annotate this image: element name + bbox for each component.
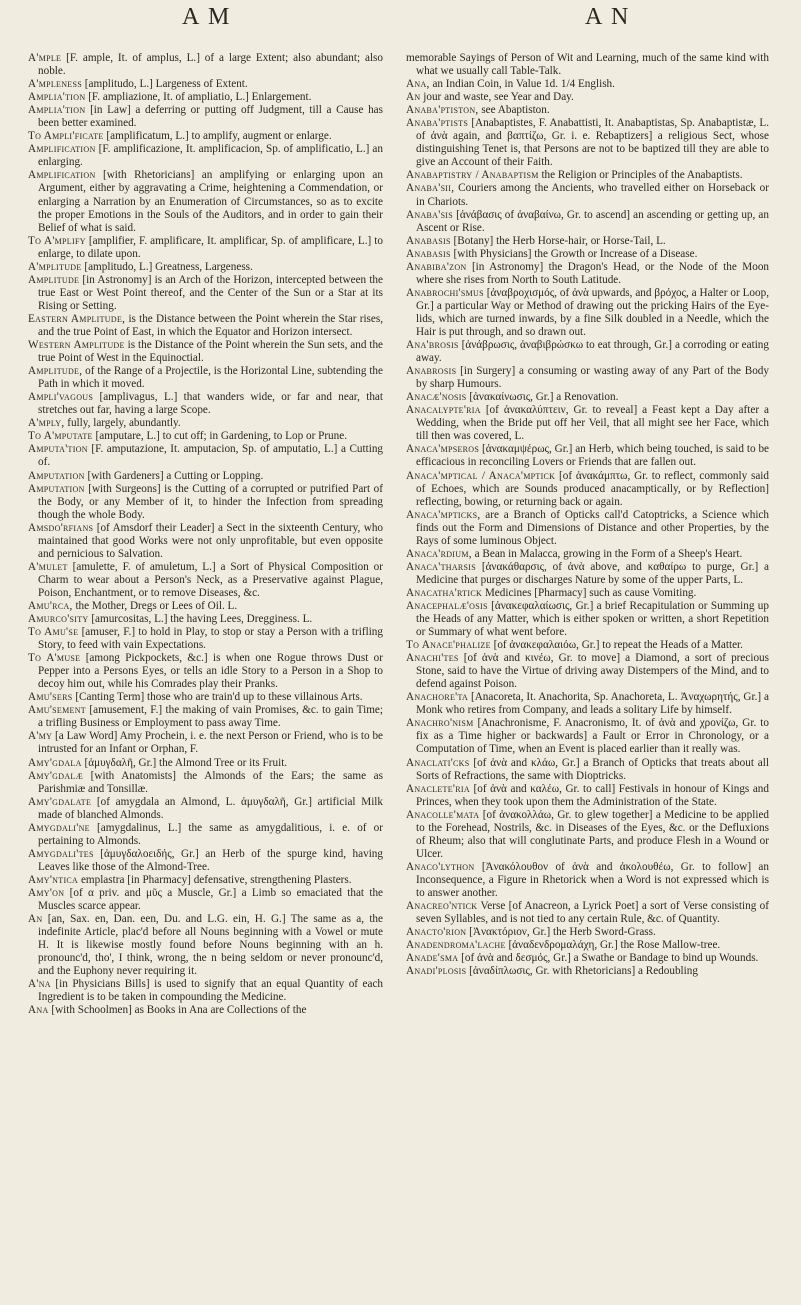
entry-headword: Anaca'mptical / Anaca'mptick [406,469,556,482]
entry-headword: Anachore'ta [406,691,469,704]
entry-headword: Anacolle'mata [406,808,480,821]
entry-definition: [ἀμυγδαλοειδής, Gr.] an Herb of the spurge kind, having Leaves like those of the Almond-Tree. [38,847,383,873]
entry-definition: [ἀνακεφαλαίωσις, Gr.] a brief Recapitulation or Summing up the Heads of any Matter, which is either spoken or written, a short Repetition or Summary of what went before. [416,599,769,639]
dictionary-entry [28,770,383,796]
entry-headword: An [406,91,421,104]
dictionary-entry [28,78,383,91]
dictionary-entry [406,809,769,861]
entry-headword: Anacalypte'ria [406,404,481,417]
dictionary-entry [406,78,769,91]
dictionary-entry [406,691,769,717]
entry-headword: A'mpleness [28,78,82,91]
dictionary-entry [406,182,769,208]
dictionary-entry [406,939,769,952]
dictionary-entry [406,248,769,261]
entry-headword: To Amu'se [28,626,79,639]
entry-definition: fully, largely, abundantly. [67,417,181,430]
entry-headword: Anaca'rdium, [406,547,472,560]
entry-headword: Anacto'rion [406,926,467,939]
entry-definition: [ἀνακάθαρσις, of ἀνὰ above, and καθαίρω to purge, Gr.] a Medicine that purges or discharges Nature by some of the upper Parts, L. [416,560,770,586]
entry-headword: Anacephalæ'osis [406,599,488,612]
dictionary-entry [28,887,383,913]
dictionary-entry [28,848,383,874]
entry-headword: Amy'gdalate [28,795,92,808]
entry-definition: [in Astronomy] the Dragon's Head, or the Node of the Moon where she rises from North to South Latitude. [416,260,770,286]
entry-headword: Amplification [28,143,96,156]
entry-definition: [ἀνάβασις of ἀναβαίνω, Gr. to ascend] an ascending or getting up, an Ascent or Rise. [416,208,769,234]
entry-definition: Couriers among the Ancients, who travelled either on Horseback or in Chariots. [416,182,770,208]
entry-headword: Anacæ'nosis [406,391,467,404]
dictionary-entry [406,169,769,182]
entry-headword: Anabasis [406,247,451,260]
entry-definition: [with Surgeons] is the Cutting of a corrupted or putrified Part of the Body, or any Member of it, to hinder the Infection from spreading though the whole Body. [38,482,384,521]
dictionary-entry [406,965,769,978]
entry-definition: [of ἀνὰ and καλέω, Gr. to call] Festivals in honour of Kings and Princes, when they took upon them the Administration of the State. [416,782,769,808]
entry-definition: [F. ampliazione, It. of ampliatio, L.] Enlargement. [88,91,312,104]
entry-headword: Ana, [406,78,430,91]
entry-definition: [amplifier, F. amplificare, It. amplificar, Sp. of amplificare, L.] to enlarge, to dilate upon. [38,234,383,260]
entry-headword: Amu'sers [28,691,73,704]
entry-definition: [in Astronomy] is an Arch of the Horizon, intercepted between the true East or West Point thereof, and the Center of the Sun or a Star at its Rising or Setting. [38,273,383,312]
dictionary-entry [28,483,383,522]
dictionary-entry [406,391,769,404]
dictionary-entry [406,104,769,117]
entry-definition: [F. ample, It. of amplus, L.] of a large Extent; also abundant; also noble. [38,52,384,78]
dictionary-entry [406,261,769,287]
entry-definition: [amygdalinus, L.] the same as amygdalitious, i. e. of or pertaining to Almonds. [38,821,383,847]
entry-headword: Amplitude [28,273,80,286]
dictionary-entry [28,417,383,430]
dictionary-entry [406,900,769,926]
entry-definition: [Canting Term] those who are train'd up to these villainous Arts. [75,691,363,704]
dictionary-entry [406,926,769,939]
entry-definition: the Mother, Dregs or Lees of Oil. L. [75,599,238,612]
entry-definition: [of ἀνὰ and δεσμός, Gr.] a Swathe or Bandage to bind up Wounds. [461,952,759,965]
entry-definition: [Ἀνακτόριον, Gr.] the Herb Sword-Grass. [469,926,656,939]
entry-headword: Amy'gdala [28,756,82,769]
entry-headword: Anaba'ptists [406,117,469,130]
entry-headword: To A'muse [28,652,81,665]
dictionary-entry [28,443,383,469]
entry-definition: [F. amplificazione, It. amplificacion, Sp. of amplificatio, L.] an enlarging. [38,143,383,169]
dictionary-entry [406,561,769,587]
entry-headword: Anabrosis [406,365,457,378]
entry-headword: An [28,913,43,926]
entry-definition: [ἀναδίπλωσις, Gr. with Rhetoricians] a Redoubling [469,965,698,978]
entry-headword: Anaba'sis [406,208,454,221]
entry-headword: To A'mplify [28,234,86,247]
entry-definition: [of ἀνὰ and κλάω, Gr.] a Branch of Opticks that treats about all Sorts of Refractions, the same with Dioptricks. [416,756,769,782]
dictionary-entry [28,52,383,78]
dictionary-entry [28,143,383,169]
entry-definition: [F. amputazione, It. amputacion, Sp. of amputatio, L.] a Cutting of. [38,443,384,469]
entry-definition: [ἀνακαμψέρως, Gr.] an Herb, which being touched, is said to be efficacious in reconciling Lovers or Friends that are fallen out. [416,443,769,469]
entry-headword: Amplia'tion [28,91,86,104]
entry-headword: Western Amplitude [28,339,125,352]
dictionary-entry [28,757,383,770]
dictionary-entry [406,287,769,339]
entry-definition: Medicines [Pharmacy] such as cause Vomiting. [484,586,697,599]
dictionary-entry [28,169,383,234]
entry-definition: [Ἀνακόλουθον of ἀνὰ and ἀκολουθέω, Gr. to follow] an Inconsequence, a Figure in Rhetorick when a Word is not expressed which is to answer another. [416,860,769,899]
entry-definition: [amusement, F.] the making of vain Promises, &c. to gain Time; a trifling Business or Employment to pass away Time. [38,704,384,730]
dictionary-entry [406,52,769,78]
entry-definition: [Anabaptistes, F. Anabattisti, It. Anabaptistas, Sp. Anabaptistæ, L. of ἀνὰ again, and βαπτίζω, Gr. i. e. Rebaptizers] a religious Sect, whose distinguishing Tenet is, that Persons are not to be baptized till they are able to give an Account of their Faith. [416,117,769,169]
entry-definition: an Indian Coin, in Value 1d. 1/4 English. [432,78,615,91]
entry-headword: A'mulet [28,560,68,573]
entry-headword: A'mplitude [28,260,82,273]
entry-headword: Amplia'tion [28,104,86,117]
dictionary-entry [28,274,383,313]
entry-definition: of the Range of a Projectile, is the Horizontal Line, subtending the Path in which it moved. [38,365,383,391]
entry-headword: A'na [28,978,51,991]
dictionary-entry [406,587,769,600]
dictionary-entry [406,652,769,691]
entry-definition: [with Anatomists] the Almonds of the Ears; the same as Parishmiæ and Tonsillæ. [38,769,383,795]
entry-headword: Anacatha'rtick [406,586,483,599]
dictionary-entry [28,730,383,756]
entry-definition: jour and waste, see Year and Day. [423,91,574,104]
dictionary-entry [406,783,769,809]
entry-headword: Amsdo'rfians [28,521,94,534]
entry-definition: [amplivagus, L.] that wanders wide, or far and near, that stretches out far, having a large Scope. [38,391,383,417]
entry-headword: Ana [28,1004,49,1017]
entry-headword: Amputa'tion [28,443,88,456]
entry-definition: [amplificatum, L.] to amplify, augment or enlarge. [106,130,332,143]
entry-headword: Amy'gdalæ [28,769,84,782]
entry-headword: Anabasis [406,234,451,247]
entry-headword: Anabrochi'smus [406,286,484,299]
entry-headword: Amplification [28,169,96,182]
entry-headword: Anaca'mpticks, [406,508,481,521]
dictionary-entry [28,613,383,626]
dictionary-entry [406,717,769,756]
entry-headword: Anacreo'ntick [406,900,478,913]
dictionary-entry [28,391,383,417]
dictionary-entry [28,652,383,691]
dictionary-entry [28,913,383,978]
entry-headword: Anadendroma'lache [406,939,506,952]
entry-headword: Amurco'sity [28,613,89,626]
entry-headword: Anade'sma [406,952,459,965]
entry-headword: Anaca'mpseros [406,443,480,456]
left-column [28,52,383,1017]
dictionary-entry [406,952,769,965]
entry-definition: [of ἀνακάμπτω, Gr. to reflect, commonly said of Echoes, which are Sounds produced anacamptically, or by Reflection] reflecting, bowing, or returning back or again. [416,469,770,508]
entry-definition: emplastra [in Pharmacy] defensative, strengthening Plasters. [80,873,352,886]
header-left-letters: A M [182,4,232,30]
entry-headword: Anachro'nism [406,717,474,730]
dictionary-entry [406,757,769,783]
dictionary-entry [28,430,383,443]
entry-definition: [in Surgery] a consuming or wasting away of any Part of the Body by sharp Humours. [416,365,769,391]
dictionary-entry [406,404,769,443]
entry-headword: Amputation [28,482,85,495]
entry-definition: [ἀνάβρωσις, ἀναβιβρώσκω to eat through, Gr.] a corroding or eating away. [416,339,769,365]
page-header [0,0,801,50]
entry-headword: To Anace'phalize [406,639,491,652]
entry-definition: is the Distance between the Point wherein the Star rises, and the true Point of East, in which the Equator and Horizon intersect. [38,312,384,338]
dictionary-entry [406,548,769,561]
dictionary-entry [28,261,383,274]
entry-definition: [a Law Word] Amy Prochein, i. e. the next Person or Friend, who is to be intrusted for an Infant or Orphan, F. [38,730,383,756]
dictionary-entry [28,796,383,822]
dictionary-entry [406,443,769,469]
dictionary-entry [28,874,383,887]
dictionary-entry [406,365,769,391]
dictionary-entry [406,235,769,248]
entry-definition: [in Law] a deferring or putting off Judgment, till a Cause has been better examined. [38,104,384,130]
entry-definition: [of ἀνακολλάω, Gr. to glew together] a Medicine to be applied to the Forehead, Nostrils, &c. in Diseases of the Eyes, &c. or the Defluxions of Rheum; also that will conglutinate Parts, and produce Flesh in a Wound or Ulcer. [416,808,769,860]
dictionary-entry [28,978,383,1004]
entry-definition: [ἀμυγδαλῆ, Gr.] the Almond Tree or its Fruit. [84,756,288,769]
entry-headword: Amu'rca, [28,599,73,612]
entry-definition: [of amygdala an Almond, L. ἀμυγδαλῆ, Gr.] artificial Milk made of blanched Almonds. [38,795,384,821]
entry-definition: [of α priv. and μῦς a Muscle, Gr.] a Limb so emaciated that the Muscles scarce appear. [38,887,384,913]
dictionary-entry [406,861,769,900]
dictionary-entry [28,104,383,130]
entry-headword: Anaba'sii, [406,182,455,195]
dictionary-entry [28,600,383,613]
entry-definition: the Religion or Principles of the Anabaptists. [541,169,743,182]
entry-definition: [amulette, F. of amuletum, L.] a Sort of Physical Composition or Charm to wear about a Person's Neck, as a Preservative against Plague, Poison, Enchantment, or to remove Diseases, &c. [38,560,383,599]
dictionary-entry [406,639,769,652]
dictionary-entry [406,600,769,639]
entry-headword: Anaca'tharsis [406,560,477,573]
entry-headword: To A'mputate [28,430,93,443]
entry-headword: Anaco'lython [406,860,475,873]
entry-definition: [with Physicians] the Growth or Increase of a Disease. [453,247,698,260]
entry-definition: [ἀναδενδρομαλάχη, Gr.] the Rose Mallow-tree. [508,939,721,952]
entry-headword: Amplitude, [28,365,83,378]
entry-definition: [ἀναβροχισμός, of ἀνὰ upwards, and βρόχος, a Halter or Loop, Gr.] a particular Way or Method of drawing out the pricking Hairs of the Eye-lids, which are turned inwards, by a fine Silk doubled in a Needle, which the Hair is put through, and so drawn out. [416,286,769,338]
entry-definition: [with Rhetoricians] an amplifying or enlarging upon an Argument, either by aggravating a Crime, heightening a Commendation, or enlarging a Narration by an Enumeration of Circumstances, so as to excite the proper Emotions in the Souls of the Auditors, and in order to gain their Belief of what is said. [38,169,383,234]
entry-definition: [with Gardeners] a Cutting or Lopping. [87,469,264,482]
entry-definition: [Anacoreta, It. Anachorita, Sp. Anachoreta, L. Ἀναχωρητής, Gr.] a Monk who retires from Company, and leads a solitary Life by himself. [416,691,769,717]
entry-headword: Anabiba'zon [406,260,467,273]
entry-definition: [of ἀνὰ and κινέω, Gr. to move] a Diamond, a sort of precious Stone, said to have the Virtue of driving away Distempers of the Mind, and to defend against Poison. [416,652,769,691]
dictionary-entry [406,91,769,104]
dictionary-entry [28,339,383,365]
dictionary-entry [406,470,769,509]
entry-headword: Amputation [28,469,85,482]
entry-headword: A'mple [28,52,62,64]
entry-definition: are a Branch of Opticks call'd Catoptricks, a Science which finds out the Form and Dimensions of Distance and other Properties, by the Rays of some luminous Object. [416,508,769,547]
entry-headword: Amu'sement [28,704,86,717]
entry-headword: To Ampli'ficate [28,130,104,143]
entry-headword: Anadi'plosis [406,965,467,978]
entry-definition: [with Schoolmen] as Books in Ana are Collections of the [51,1004,307,1017]
entry-definition: [amuser, F.] to hold in Play, to stop or stay a Person with a trifling Story, to feed with vain Expectations. [38,626,383,652]
entry-definition: memorable Sayings of Person of Wit and Learning, much of the same kind with what we usually call Table-Talk. [406,52,769,78]
entry-definition: [among Pickpockets, &c.] is when one Rogue throws Dust or Pepper into a Persons Eyes, or tells an idle Story to a Person in a Shop to decoy him out, while his Comrades play their Pranks. [38,652,383,691]
dictionary-entry [406,209,769,235]
dictionary-entry [28,561,383,600]
entry-definition: a Bean in Malacca, growing in the Form of a Sheep's Heart. [474,547,743,560]
entry-headword: Anabaptistry / Anabaptism [406,169,539,182]
entry-headword: Amy'on [28,887,65,899]
entry-headword: Ampli'vagous [28,391,94,404]
right-column [406,52,769,978]
dictionary-entry [28,235,383,261]
dictionary-entry [406,117,769,169]
dictionary-entry [28,626,383,652]
dictionary-entry [406,509,769,548]
entry-headword: Anaclati'cks [406,756,470,769]
entry-headword: A'my [28,730,53,743]
entry-headword: Anaba'ptiston, [406,104,479,117]
entry-definition: [amplitudo, L.] Largeness of Extent. [84,78,248,91]
entry-definition: see Abaptiston. [481,104,550,117]
entry-headword: Ana'brosis [406,339,459,352]
dictionary-entry [28,470,383,483]
dictionary-entry [28,91,383,104]
entry-headword: Anachi'tes [406,652,459,665]
dictionary-entry [406,339,769,365]
entry-headword: Amygdali'ne [28,821,90,834]
entry-headword: Eastern Amplitude, [28,312,126,325]
entry-definition: is the Distance of the Point wherein the Sun sets, and the true Point of West in the Equinoctial. [38,339,384,365]
dictionary-entry [28,313,383,339]
entry-definition: Verse [of Anacreon, a Lyrick Poet] a sort of Verse consisting of seven Syllables, and is not tied to any certain Rule, &c. of Quantity. [416,900,769,926]
dictionary-entry [28,365,383,391]
entry-definition: [amputare, L.] to cut off; in Gardening, to Lop or Prune. [95,430,347,443]
header-right-letters: A N [585,4,631,30]
entry-definition: [Botany] the Herb Horse-hair, or Horse-Tail, L. [453,234,666,247]
dictionary-entry [28,1004,383,1017]
entry-headword: Anaclete'ria [406,782,470,795]
entry-definition: [an, Sax. en, Dan. een, Du. and L.G. ein, H. G.] The same as a, the indefinite Article, plac'd before all Nouns beginning with a Vowel or mute H. It is likewise mostly found before Nouns beginning with an h. pronounc'd, tho', I think, wrong, the n being seldom or never pronounc'd, and the Euphony never requiring it. [38,913,383,978]
entry-definition: [Anachronisme, F. Anacronismo, It. of ἀνὰ and χρονίζω, Gr. to fix as a Time higher or backwards] a Fault or Error in Chronology, or a Computation of Time, when an Event is placed earlier than it really was. [416,717,769,756]
entry-definition: [in Physicians Bills] is used to signify that an equal Quantity of each Ingredient is to be taken in compounding the Medicine. [38,978,384,1004]
dictionary-entry [28,704,383,730]
entry-definition: [amurcositas, L.] the having Lees, Dregginess. L. [91,613,313,626]
entry-definition: [amplitudo, L.] Greatness, Largeness. [84,260,253,273]
entry-headword: Amy'ntica [28,873,79,886]
entry-definition: [of ἀνακεφαλαιόω, Gr.] to repeat the Heads of a Matter. [493,639,743,652]
dictionary-entry [28,522,383,561]
dictionary-entry [28,691,383,704]
dictionary-entry [28,822,383,848]
entry-headword: A'mply, [28,417,65,430]
entry-definition: [of Amsdorf their Leader] a Sect in the sixteenth Century, who maintained that good Works were not only unprofitable, but even opposite and pernicious to Salvation. [38,521,384,560]
entry-definition: [of ἀνακαλύπτειν, Gr. to reveal] a Feast kept a Day after a Wedding, when the Bride put off her Veil, that all might see her Face, which till then was covered, L. [416,404,770,443]
entry-definition: [ἀνακαίνωσις, Gr.] a Renovation. [469,391,619,404]
dictionary-entry [28,130,383,143]
entry-headword: Amygdali'tes [28,847,94,860]
